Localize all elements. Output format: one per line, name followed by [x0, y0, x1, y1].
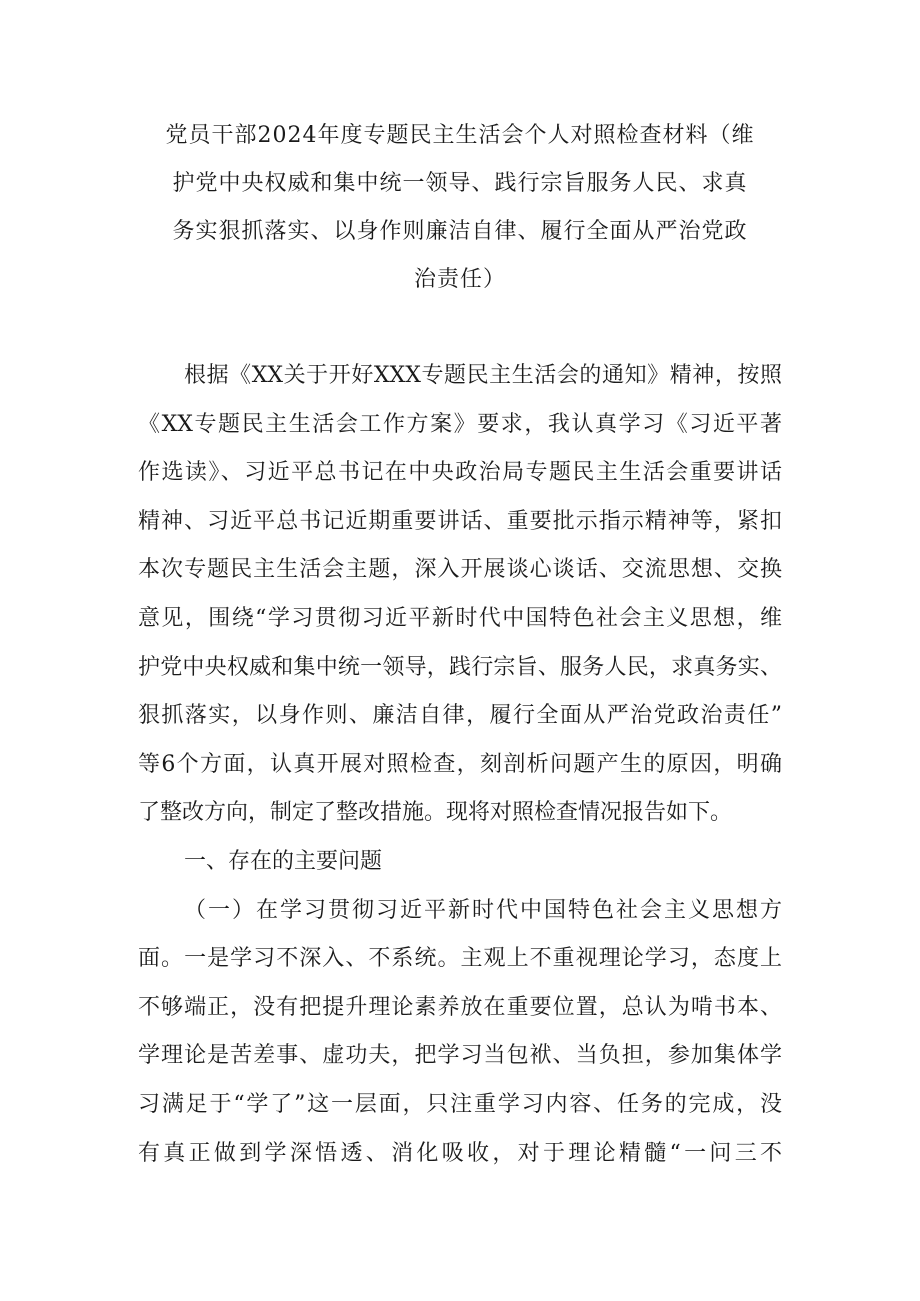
- document-body: [138, 352, 782, 1178]
- body-line: 等6个方面，认真开展对照检查，刻剖析问题产生的原因，明确: [138, 751, 782, 777]
- body-line: 作选读》、习近平总书记在中央政治局专题民主生活会重要讲话: [138, 460, 782, 486]
- title-line: 治责任）: [413, 267, 506, 292]
- body-line: 精神、习近平总书记近期重要讲话、重要批示指示精神等，紧扣: [138, 508, 782, 534]
- body-line: 本次专题民主生活会主题，深入开展谈心谈话、交流思想、交换: [138, 557, 782, 583]
- body-line: 有真正做到学深悟透、消化吸收，对于理论精髓“一问三不: [138, 1140, 782, 1166]
- body-line: （一）在学习贯彻习近平新时代中国特色社会主义思想方: [184, 897, 782, 923]
- body-line: 《XX专题民主生活会工作方案》要求，我认真学习《习近平著: [138, 411, 782, 437]
- body-line: 学理论是苦差事、虚功夫，把学习当包袱、当负担，参加集体学: [138, 1043, 782, 1069]
- document-title: [140, 112, 780, 304]
- body-line: 根据《XX关于开好XXX专题民主生活会的通知》精神，按照: [184, 363, 782, 388]
- title-line: 护党中央权威和集中统一领导、践行宗旨服务人民、求真: [172, 171, 748, 196]
- body-line: 了整改方向，制定了整改措施。现将对照检查情况报告如下。: [138, 800, 733, 826]
- title-line: 党员干部2024年度专题民主生活会个人对照检查材料（维: [165, 123, 755, 148]
- body-line: 不够端正，没有把提升理论素养放在重要位置，总认为啃书本、: [138, 994, 782, 1020]
- body-line: 习满足于“学了”这一层面，只注重学习内容、任务的完成，没: [138, 1091, 782, 1117]
- body-line: 面。一是学习不深入、不系统。主观上不重视理论学习，态度上: [138, 946, 782, 972]
- section-heading: 一、存在的主要问题: [184, 848, 383, 874]
- body-line: 护党中央权威和集中统一领导，践行宗旨、服务人民，求真务实、: [138, 654, 782, 680]
- body-line: 狠抓落实，以身作则、廉洁自律，履行全面从严治党政治责任”: [138, 703, 782, 729]
- body-line: 意见，围绕“学习贯彻习近平新时代中国特色社会主义思想，维: [138, 605, 782, 631]
- title-line: 务实狠抓落实、以身作则廉洁自律、履行全面从严治党政: [172, 219, 748, 244]
